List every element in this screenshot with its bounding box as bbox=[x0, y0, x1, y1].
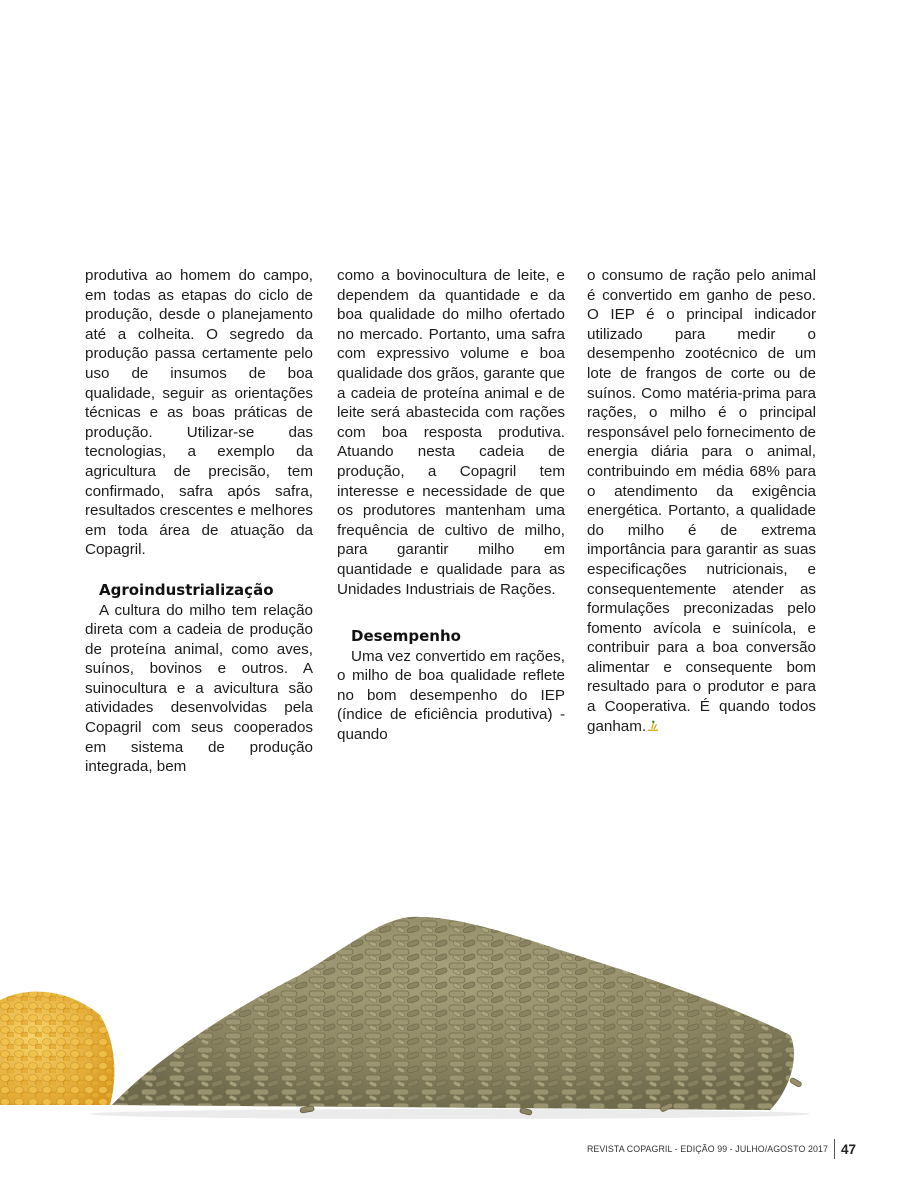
paragraph: produtiva ao homem do campo, em todas as etapas do ciclo de produção, desde o planejamento até a colheita. O segredo da produção passa certamente pelo uso de insumos de boa qualidade, seguir as orientações técnicas e as boas práticas de produção. Utilizar-se das tecnologias, a exemplo da agricultura de precisão, tem confirmado, safra após safra, resultados crescentes e melhores em toda área de atuação da Copagril. bbox=[85, 267, 313, 559]
footer-publication: REVISTA COPAGRIL - EDIÇÃO 99 - JULHO/AGOSTO 2017 bbox=[586, 1143, 828, 1155]
paragraph bbox=[587, 266, 816, 736]
section-heading-desempenho: Desempenho bbox=[351, 627, 461, 646]
text-column-2 bbox=[337, 266, 565, 745]
text-column-1 bbox=[85, 266, 313, 777]
paragraph: A cultura do milho tem relação direta com a cadeia de produção de proteína animal, como aves, suínos, bovinos e outros. A suinocultura e a avicultura são atividades desenvolvidas pela Copagril com seus cooperados em sistema de produção integrada, bem bbox=[85, 601, 313, 776]
paragraph: como a bovinocultura de leite, e dependem da quantidade e da boa qualidade do milho ofertado no mercado. Portanto, uma safra com expressivo volume e boa qualidade dos grãos, garante que a cadeia de proteína animal e de leite será abastecida com rações com boa resposta produtiva. Atuando nesta cadeia de produção, a Copagril tem interesse e necessidade de que os produtores mantenham uma frequência de cultivo de milho, para garantir milho em quantidade e qualidade para as Unidades Industriais de Rações. bbox=[337, 267, 565, 598]
page-footer bbox=[566, 1139, 856, 1159]
text-column-3 bbox=[587, 266, 816, 736]
corn-and-feed-pellets-photo bbox=[0, 905, 900, 1120]
copagril-end-mark-icon bbox=[646, 720, 660, 732]
page-number: 47 bbox=[840, 1141, 856, 1157]
section-heading-agroindustrializacao: Agroindustrialização bbox=[99, 580, 274, 599]
paragraph-text: o consumo de ração pelo animal é convertido em ganho de peso. O IEP é o principal indicador utilizado para medir o desempenho zootécnico de um lote de frangos de corte ou de suínos. Como matéria-prima para rações, o milho é o principal responsável pelo fornecimento de energia diária para o animal, contribuindo em média 68% para o atendimento da exigência energética. Portanto, a qualidade do milho é de extrema importância para garantir as suas especificações nutricionais, e consequentemente atender as formulações preconizadas pelo fomento avícola e suinícola, e contribuir para a boa conversão alimentar e consequente bom resultado para o produtor e para a Cooperativa. É quando todos ganham. bbox=[587, 267, 816, 735]
footer-divider bbox=[834, 1139, 835, 1159]
paragraph: Uma vez convertido em rações, o milho de boa qualidade reflete no bom desempenho do IEP (índice de eficiência produtiva) - quando bbox=[337, 647, 565, 744]
